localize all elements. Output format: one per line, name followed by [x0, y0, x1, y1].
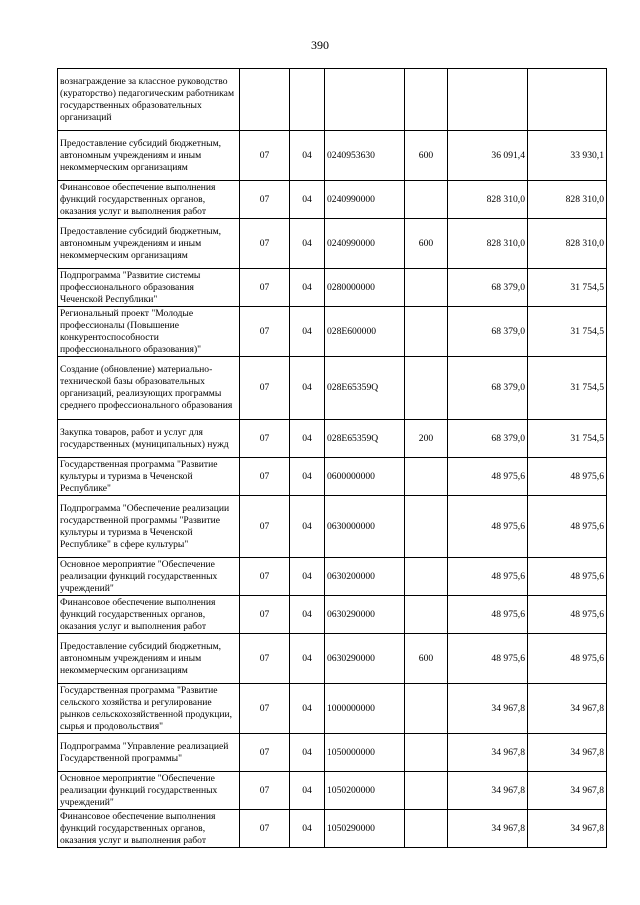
amount-year2-cell: 31 754,5 [528, 357, 607, 420]
amount-year1-cell: 34 967,8 [448, 772, 528, 810]
target-article-cell: 1050000000 [325, 734, 405, 772]
amount-year1-cell: 34 967,8 [448, 734, 528, 772]
amount-year1-cell: 68 379,0 [448, 357, 528, 420]
subsection-code-cell: 04 [290, 810, 325, 848]
target-article-cell [325, 69, 405, 131]
table-row [58, 496, 607, 558]
amount-year2-cell: 34 967,8 [528, 772, 607, 810]
amount-year1-cell: 48 975,6 [448, 634, 528, 684]
subsection-code-cell: 04 [290, 458, 325, 496]
expense-type-cell [405, 357, 448, 420]
section-code-cell: 07 [240, 558, 290, 596]
item-name-cell: Региональный проект "Молодые профессионалы (Повышение конкурентоспособности профессионального образования)" [58, 307, 240, 357]
section-code-cell: 07 [240, 307, 290, 357]
expense-type-cell: 200 [405, 420, 448, 458]
item-name-cell: Основное мероприятие "Обеспечение реализации функций государственных учреждений" [58, 772, 240, 810]
table-row [58, 69, 607, 131]
amount-year2-cell: 48 975,6 [528, 596, 607, 634]
section-code-cell: 07 [240, 219, 290, 269]
table-row [58, 558, 607, 596]
amount-year2-cell: 31 754,5 [528, 269, 607, 307]
section-code-cell: 07 [240, 181, 290, 219]
amount-year1-cell: 828 310,0 [448, 219, 528, 269]
expense-type-cell [405, 307, 448, 357]
expense-type-cell [405, 596, 448, 634]
item-name-cell: Создание (обновление) материально-технической базы образовательных организаций, реализующих программы среднего профессионального образования [58, 357, 240, 420]
amount-year1-cell: 48 975,6 [448, 558, 528, 596]
item-name-cell: Подпрограмма "Обеспечение реализации государственной программы "Развитие культуры и туризма в Чеченской Республике" в сфере культуры" [58, 496, 240, 558]
section-code-cell: 07 [240, 458, 290, 496]
subsection-code-cell [290, 69, 325, 131]
target-article-cell: 0600000000 [325, 458, 405, 496]
subsection-code-cell: 04 [290, 734, 325, 772]
subsection-code-cell: 04 [290, 558, 325, 596]
item-name-cell: Предоставление субсидий бюджетным, автономным учреждениям и иным некоммерческим организациям [58, 131, 240, 181]
subsection-code-cell: 04 [290, 131, 325, 181]
amount-year1-cell: 68 379,0 [448, 307, 528, 357]
subsection-code-cell: 04 [290, 269, 325, 307]
page-number: 390 [311, 38, 329, 52]
section-code-cell: 07 [240, 684, 290, 734]
amount-year1-cell: 34 967,8 [448, 684, 528, 734]
expense-type-cell: 600 [405, 131, 448, 181]
expense-type-cell [405, 69, 448, 131]
table-row [58, 684, 607, 734]
amount-year2-cell: 33 930,1 [528, 131, 607, 181]
expense-type-cell [405, 269, 448, 307]
subsection-code-cell: 04 [290, 307, 325, 357]
item-name-cell: Финансовое обеспечение выполнения функций государственных органов, оказания услуг и выполнения работ [58, 596, 240, 634]
amount-year2-cell: 48 975,6 [528, 496, 607, 558]
table-row [58, 734, 607, 772]
amount-year2-cell: 31 754,5 [528, 307, 607, 357]
expense-type-cell [405, 734, 448, 772]
target-article-cell: 1050200000 [325, 772, 405, 810]
amount-year1-cell: 68 379,0 [448, 420, 528, 458]
table-row [58, 596, 607, 634]
table-row [58, 131, 607, 181]
target-article-cell: 0240990000 [325, 219, 405, 269]
amount-year1-cell: 34 967,8 [448, 810, 528, 848]
table-row [58, 420, 607, 458]
amount-year2-cell: 48 975,6 [528, 458, 607, 496]
subsection-code-cell: 04 [290, 772, 325, 810]
item-name-cell: Предоставление субсидий бюджетным, автономным учреждениям и иным некоммерческим организациям [58, 219, 240, 269]
budget-table [57, 68, 607, 848]
subsection-code-cell: 04 [290, 357, 325, 420]
item-name-cell: вознаграждение за классное руководство (кураторство) педагогическим работникам государственных образовательных организаций [58, 69, 240, 131]
amount-year2-cell [528, 69, 607, 131]
item-name-cell: Подпрограмма "Развитие системы профессионального образования Чеченской Республики" [58, 269, 240, 307]
amount-year2-cell: 828 310,0 [528, 181, 607, 219]
expense-type-cell [405, 496, 448, 558]
section-code-cell: 07 [240, 269, 290, 307]
section-code-cell: 07 [240, 496, 290, 558]
expense-type-cell [405, 458, 448, 496]
item-name-cell: Государственная программа "Развитие сельского хозяйства и регулирование рынков сельскохозяйственной продукции, сырья и продовольствия" [58, 684, 240, 734]
target-article-cell: 028E65359Q [325, 357, 405, 420]
amount-year1-cell: 828 310,0 [448, 181, 528, 219]
section-code-cell: 07 [240, 131, 290, 181]
item-name-cell: Финансовое обеспечение выполнения функций государственных органов, оказания услуг и выполнения работ [58, 181, 240, 219]
amount-year2-cell: 828 310,0 [528, 219, 607, 269]
subsection-code-cell: 04 [290, 420, 325, 458]
item-name-cell: Государственная программа "Развитие культуры и туризма в Чеченской Республике" [58, 458, 240, 496]
table-row [58, 357, 607, 420]
subsection-code-cell: 04 [290, 181, 325, 219]
target-article-cell: 0630290000 [325, 596, 405, 634]
target-article-cell: 028E65359Q [325, 420, 405, 458]
amount-year1-cell: 36 091,4 [448, 131, 528, 181]
target-article-cell: 1000000000 [325, 684, 405, 734]
section-code-cell: 07 [240, 634, 290, 684]
subsection-code-cell: 04 [290, 684, 325, 734]
subsection-code-cell: 04 [290, 496, 325, 558]
expense-type-cell [405, 558, 448, 596]
section-code-cell: 07 [240, 357, 290, 420]
subsection-code-cell: 04 [290, 219, 325, 269]
amount-year1-cell: 48 975,6 [448, 458, 528, 496]
amount-year1-cell: 68 379,0 [448, 269, 528, 307]
amount-year2-cell: 48 975,6 [528, 634, 607, 684]
target-article-cell: 0630200000 [325, 558, 405, 596]
table-row [58, 458, 607, 496]
item-name-cell: Закупка товаров, работ и услуг для государственных (муниципальных) нужд [58, 420, 240, 458]
expense-type-cell [405, 810, 448, 848]
expense-type-cell: 600 [405, 634, 448, 684]
amount-year1-cell: 48 975,6 [448, 596, 528, 634]
target-article-cell: 028E600000 [325, 307, 405, 357]
expense-type-cell: 600 [405, 219, 448, 269]
section-code-cell: 07 [240, 810, 290, 848]
subsection-code-cell: 04 [290, 634, 325, 684]
section-code-cell: 07 [240, 596, 290, 634]
item-name-cell: Предоставление субсидий бюджетным, автономным учреждениям и иным некоммерческим организациям [58, 634, 240, 684]
item-name-cell: Подпрограмма "Управление реализацией Государственной программы" [58, 734, 240, 772]
table-row [58, 307, 607, 357]
subsection-code-cell: 04 [290, 596, 325, 634]
amount-year2-cell: 34 967,8 [528, 810, 607, 848]
expense-type-cell [405, 772, 448, 810]
target-article-cell: 0240953630 [325, 131, 405, 181]
item-name-cell: Основное мероприятие "Обеспечение реализации функций государственных учреждений" [58, 558, 240, 596]
table-row [58, 634, 607, 684]
item-name-cell: Финансовое обеспечение выполнения функций государственных органов, оказания услуг и выполнения работ [58, 810, 240, 848]
target-article-cell: 0630290000 [325, 634, 405, 684]
target-article-cell: 0280000000 [325, 269, 405, 307]
expense-type-cell [405, 684, 448, 734]
amount-year2-cell: 48 975,6 [528, 558, 607, 596]
expense-type-cell [405, 181, 448, 219]
amount-year2-cell: 31 754,5 [528, 420, 607, 458]
section-code-cell: 07 [240, 420, 290, 458]
section-code-cell: 07 [240, 772, 290, 810]
table-row [58, 219, 607, 269]
target-article-cell: 1050290000 [325, 810, 405, 848]
table-body [58, 69, 607, 848]
amount-year1-cell [448, 69, 528, 131]
section-code-cell: 07 [240, 734, 290, 772]
table-row [58, 810, 607, 848]
table-row [58, 772, 607, 810]
section-code-cell [240, 69, 290, 131]
target-article-cell: 0240990000 [325, 181, 405, 219]
amount-year1-cell: 48 975,6 [448, 496, 528, 558]
amount-year2-cell: 34 967,8 [528, 734, 607, 772]
target-article-cell: 0630000000 [325, 496, 405, 558]
table-row [58, 181, 607, 219]
table-row [58, 269, 607, 307]
amount-year2-cell: 34 967,8 [528, 684, 607, 734]
